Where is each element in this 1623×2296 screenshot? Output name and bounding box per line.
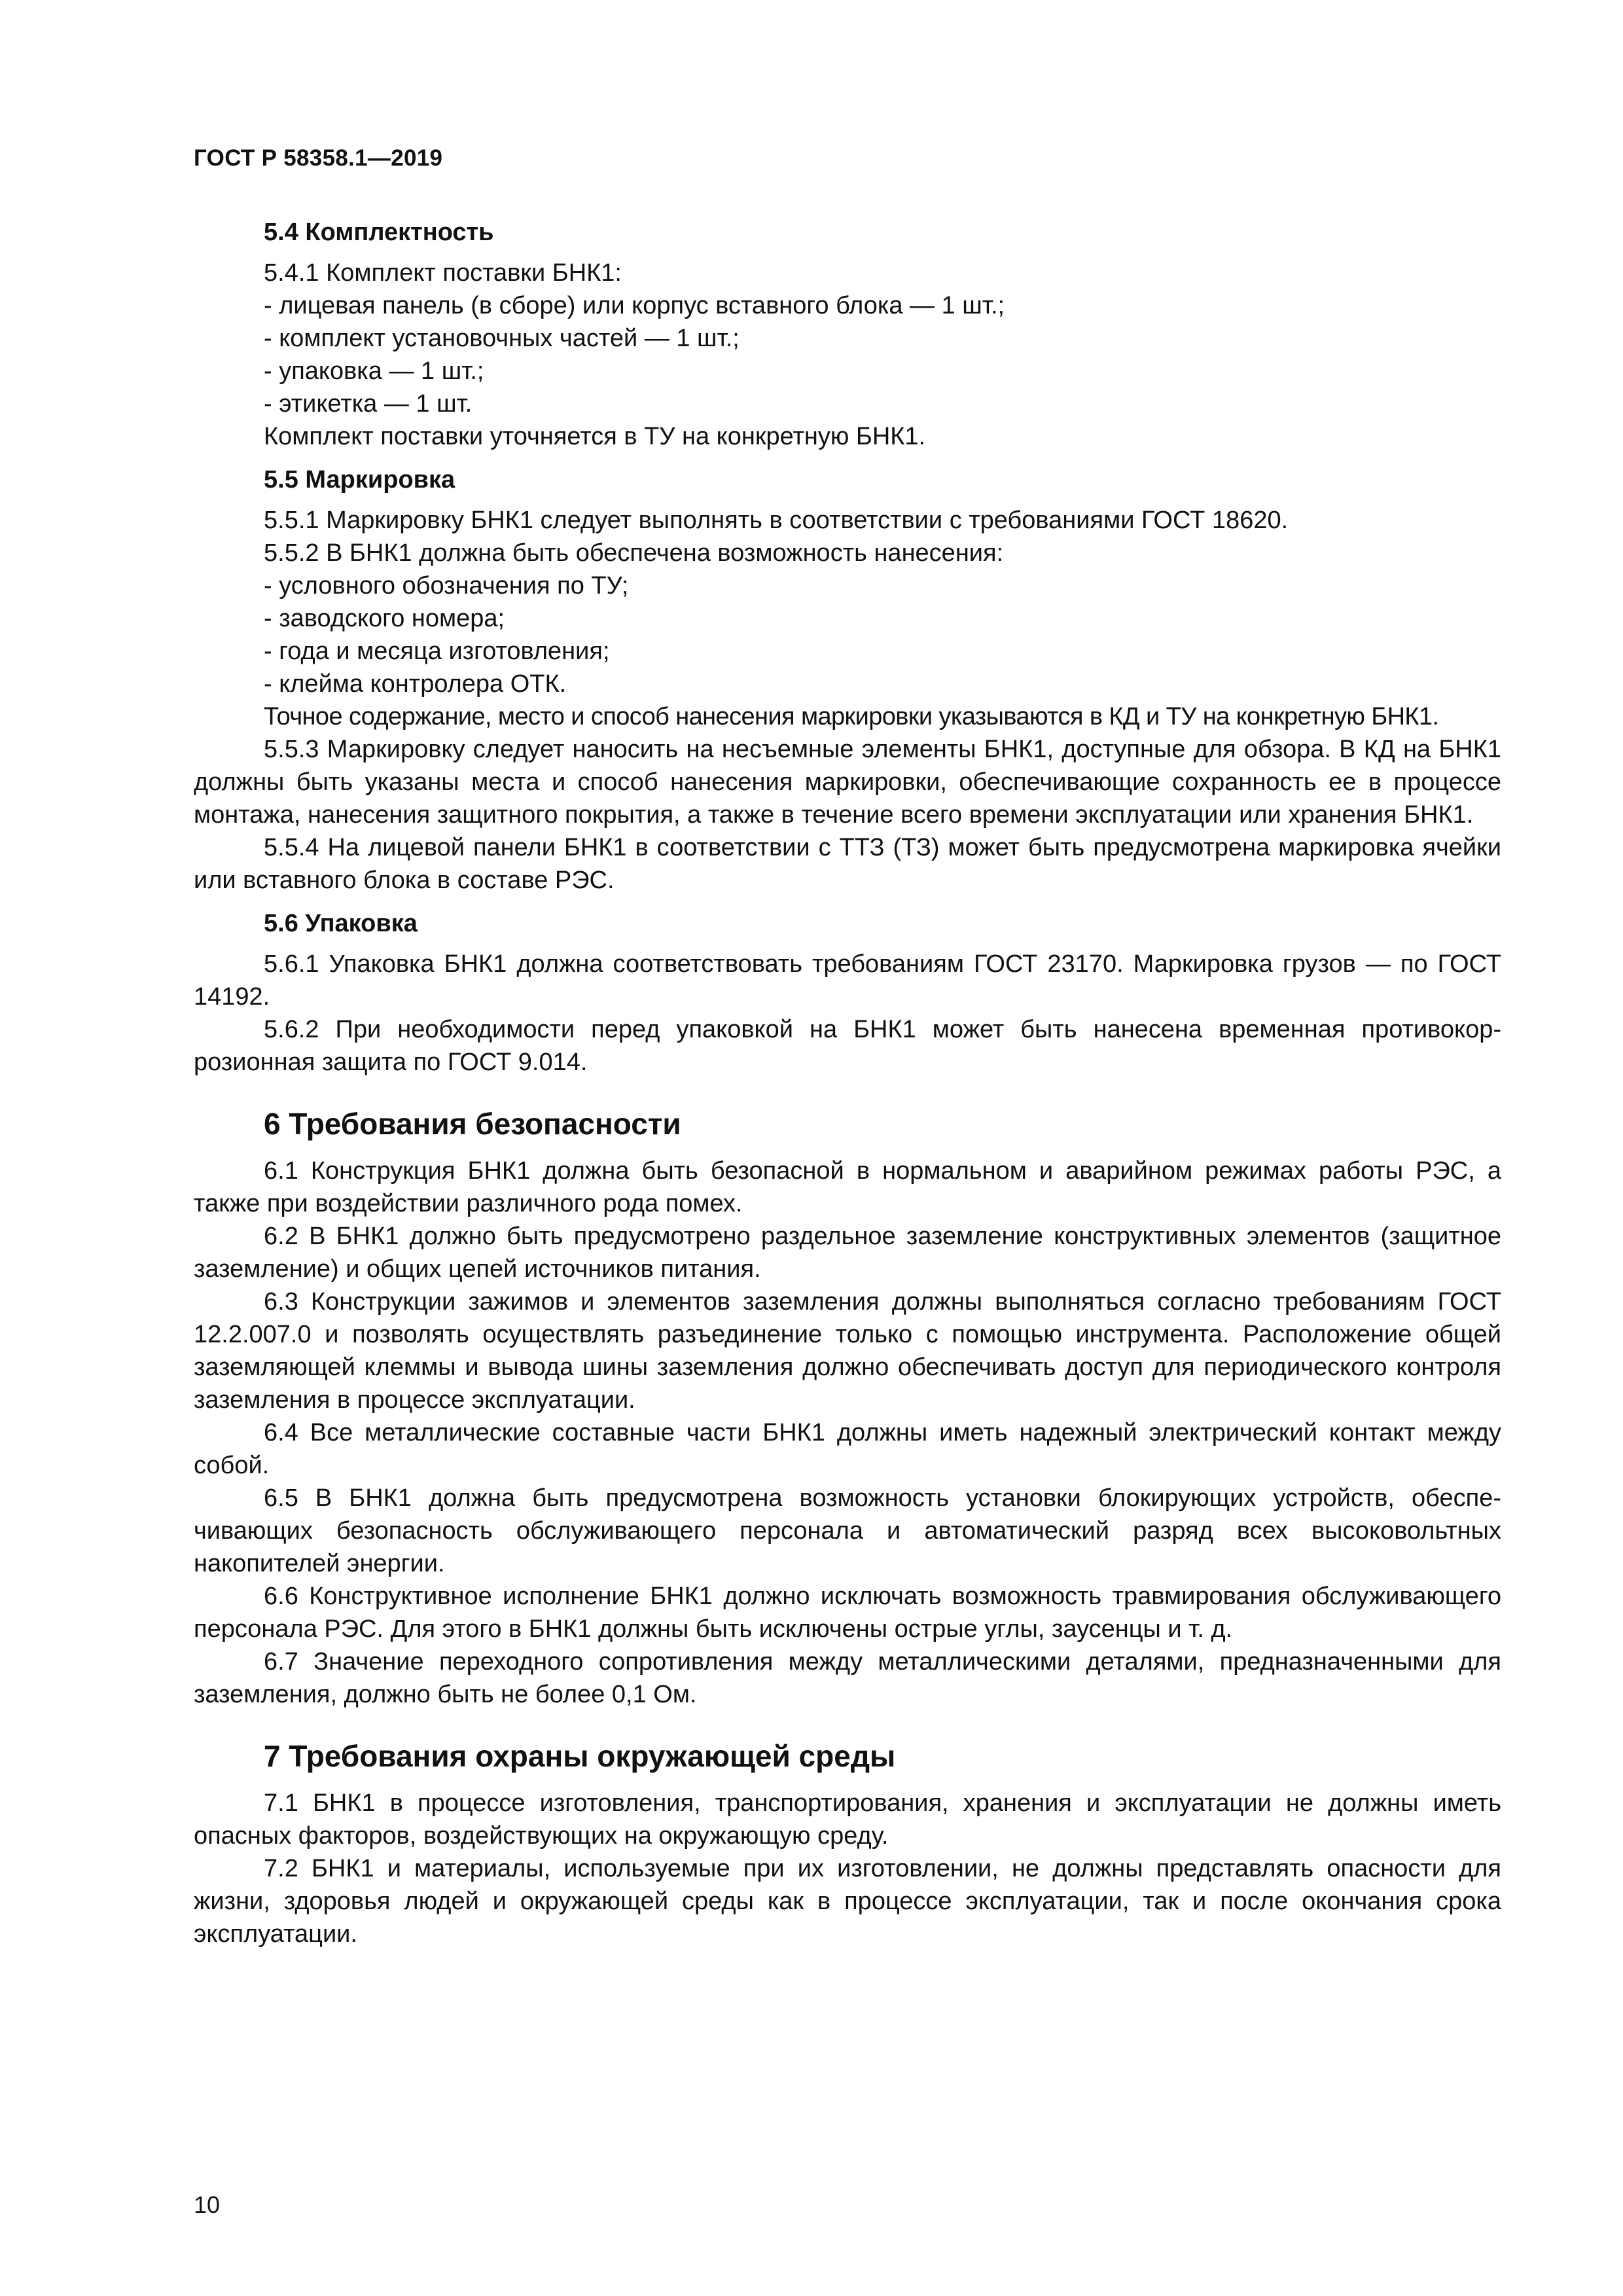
paragraph-5-5-2: 5.5.2 В БНК1 должна быть обеспечена возможность нанесения:	[264, 539, 1004, 567]
list-item: - упаковка — 1 шт.;	[264, 357, 484, 385]
paragraph-5-5-note: Точное содержание, место и способ нанесения маркировки указываются в КД и ТУ на конкретную БНК1.	[264, 703, 1439, 730]
document-id-header: ГОСТ Р 58358.1—2019	[194, 145, 443, 171]
paragraph-6-3: 6.3 Конструкции зажимов и элементов заземления должны выполняться согласно требованиям ГОСТ 12.2.007.0 и позволять осуществлять разъединение только с помощью инструмента. Расположение общей заземляющей клеммы и вывода шины заземления должно обеспечивать доступ для периодического контроля заземления в процессе эксплуатации.	[194, 1288, 1501, 1414]
section-5-6-heading: 5.6 Упаковка	[264, 910, 418, 937]
page-number: 10	[194, 2191, 221, 2218]
paragraph-7-1: 7.1 БНК1 в процессе изготовления, транспортирования, хранения и эксплуатации не должны иметь опасных факторов, воздействующих на окружающую среду.	[194, 1789, 1501, 1850]
section-5-5-heading: 5.5 Маркировка	[264, 466, 455, 493]
paragraph-6-2: 6.2 В БНК1 должно быть предусмотрено раздельное заземление конструктивных элементов (защитное заземление) и общих цепей источников питания.	[194, 1223, 1501, 1283]
paragraph-7-2: 7.2 БНК1 и материалы, используемые при их изготовлении, не должны представлять опасности для жизни, здоровья людей и окружающей среды как в процессе эксплуатации, так и после окончания срока эксплуатации.	[194, 1855, 1501, 1948]
list-item: - условного обозначения по ТУ;	[264, 572, 629, 600]
section-7-heading: 7 Требования охраны окружающей среды	[264, 1739, 896, 1773]
section-6-heading: 6 Требования безопасности	[264, 1107, 681, 1141]
paragraph-6-4: 6.4 Все металлические составные части БНК1 должны иметь надежный электрический контакт между собой.	[194, 1419, 1501, 1479]
list-item: - заводского номера;	[264, 605, 505, 632]
document-body	[194, 216, 1501, 1950]
list-item: - комплект установочных частей — 1 шт.;	[264, 325, 740, 352]
paragraph-6-6: 6.6 Конструктивное исполнение БНК1 должно исключать возможность травмирования обслуживающего персонала РЭС. Для этого в БНК1 должны быть исключены острые углы, заусенцы и т. д.	[194, 1583, 1501, 1643]
paragraph-6-5: 6.5 В БНК1 должна быть предусмотрена возможность установки блокирующих устройств, обеспечивающих безопасность обслуживающего персонала и автоматический разряд всех высоковольтных накопителей энергии.	[194, 1484, 1501, 1577]
paragraph-5-5-4: 5.5.4 На лицевой панели БНК1 в соответствии с ТТЗ (ТЗ) может быть предусмотрена маркировка ячейки или вставного блока в составе РЭС.	[194, 834, 1501, 894]
paragraph-5-4-1: 5.4.1 Комплект поставки БНК1:	[264, 259, 622, 287]
paragraph-5-6-1: 5.6.1 Упаковка БНК1 должна соответствовать требованиям ГОСТ 23170. Маркировка грузов — по ГОСТ 14192.	[194, 950, 1501, 1011]
paragraph-5-4-note: Комплект поставки уточняется в ТУ на конкретную БНК1.	[264, 423, 926, 450]
list-item: - лицевая панель (в сборе) или корпус вставного блока — 1 шт.;	[264, 292, 1005, 319]
paragraph-5-5-1: 5.5.1 Маркировку БНК1 следует выполнять в соответствии с требованиями ГОСТ 18620.	[264, 507, 1289, 534]
paragraph-6-7: 6.7 Значение переходного сопротивления между металлическими деталями, предназначенными для заземления, должно быть не более 0,1 Ом.	[194, 1648, 1501, 1708]
paragraph-5-5-3: 5.5.3 Маркировку следует наносить на несъемные элементы БНК1, доступные для обзора. В КД на БНК1 должны быть указаны места и способ нанесения маркировки, обеспечивающие сохранность ее в процессе монтажа, нанесения защитного покрытия, а также в течение всего времени эксплуатации или хранения БНК1.	[194, 736, 1501, 829]
list-item: - года и месяца изготовления;	[264, 637, 610, 665]
paragraph-5-6-2: 5.6.2 При необходимости перед упаковкой на БНК1 может быть нанесена временная противокоррозионная защита по ГОСТ 9.014.	[194, 1016, 1501, 1076]
paragraph-6-1: 6.1 Конструкция БНК1 должна быть безопасной в нормальном и аварийном режимах работы РЭС, а также при воздействии различного рода помех.	[194, 1157, 1501, 1217]
section-5-4-heading: 5.4 Комплектность	[264, 219, 494, 246]
list-item: - клейма контролера ОТК.	[264, 670, 567, 698]
list-item: - этикетка — 1 шт.	[264, 390, 473, 418]
